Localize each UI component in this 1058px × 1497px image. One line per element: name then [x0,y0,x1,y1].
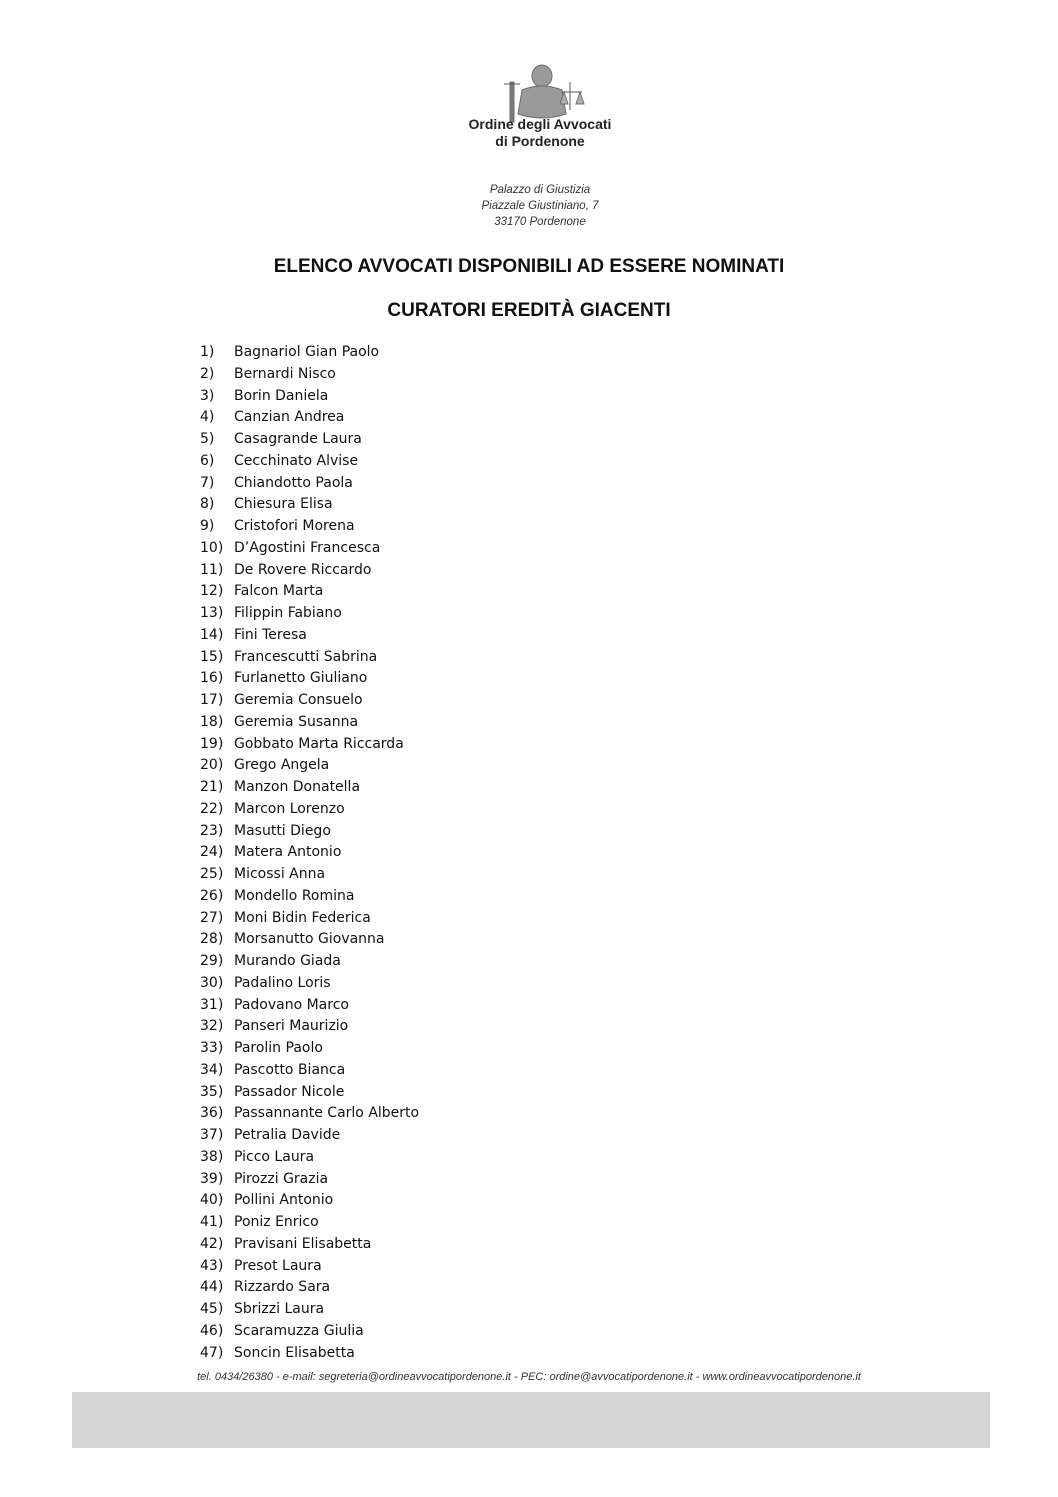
lawyer-name: Petralia Davide [234,1127,341,1143]
lawyer-name: Pravisani Elisabetta [234,1235,372,1252]
list-item [200,1103,419,1125]
lawyer-name: Picco Laura [234,1148,315,1165]
list-item-number: 30) [200,974,224,991]
list-item-number: 18) [200,713,224,730]
lawyer-name: Geremia Consuelo [234,692,363,708]
list-item-number: 31) [200,996,224,1013]
list-item [200,1060,419,1082]
lawyer-name: Passannante Carlo Alberto [234,1105,420,1122]
address-line3: 33170 Pordenone [494,216,586,228]
list-item-number: 1) [200,344,215,360]
lawyer-name: Furlanetto Giuliano [234,670,368,687]
list-item-number: 46) [200,1322,224,1339]
list-item [200,1190,419,1212]
lawyer-name: Bernardi Nisco [234,365,336,382]
list-item [200,473,419,495]
list-item [200,973,419,995]
list-item [200,1234,419,1256]
list-item-number: 2) [200,365,215,382]
list-item [200,799,419,821]
list-item-number: 21) [200,779,224,795]
list-item [200,690,419,712]
lawyer-name: Cristofori Morena [234,518,355,534]
lawyer-name: Pollini Antonio [234,1192,334,1209]
lawyer-name: Panseri Maurizio [234,1018,349,1035]
list-item-number: 4) [200,409,215,426]
footer-contacts: tel. 0434/26380 - e-mail: segreteria@ordineavvocatipordenone.it - PEC: ordine@avvocatipordenone.it - www.ordineavvocatipordenone.it [197,1371,861,1383]
list-item [200,386,419,408]
list-item-number: 34) [200,1061,224,1078]
list-item-number: 44) [200,1279,224,1296]
list-item-number: 20) [200,757,224,774]
list-item [200,712,419,734]
document-subtitle: CURATORI EREDITÀ GIACENTI [387,300,671,321]
list-item [200,1256,419,1278]
list-item-number: 29) [200,953,224,969]
org-name-line2: di Pordenone [495,133,585,149]
lawyer-name: Murando Giada [234,953,341,969]
list-item [200,864,419,886]
address-line1: Palazzo di Giustizia [489,184,591,196]
footer-band [72,1392,990,1448]
list-item [200,603,419,625]
list-item-number: 32) [200,1018,224,1035]
list-item-number: 23) [200,822,224,839]
lawyer-name: Fini Teresa [234,626,307,643]
list-item [200,908,419,930]
lawyer-name: Canzian Andrea [234,409,345,426]
list-item-number: 11) [200,561,224,578]
list-item-number: 25) [200,866,224,882]
list-item-number: 16) [200,670,224,687]
list-item-number: 15) [200,648,224,665]
list-item-number: 9) [200,518,215,534]
list-item-number: 37) [200,1127,224,1143]
lawyer-name: Masutti Diego [234,822,331,839]
list-item-number: 26) [200,887,224,904]
lawyer-name: Micossi Anna [234,866,326,882]
list-item [200,581,419,603]
list-item-number: 39) [200,1170,224,1187]
list-item [200,1169,419,1191]
lawyer-name: Poniz Enrico [234,1214,319,1230]
lawyer-name: Presot Laura [234,1257,322,1274]
list-item [200,1125,419,1147]
list-item-number: 5) [200,431,215,447]
list-item [200,995,419,1017]
organization-name [450,116,630,150]
organization-address [440,182,640,230]
lawyer-name: Chiandotto Paola [234,474,353,491]
lawyer-name: Borin Daniela [234,387,329,404]
list-item [200,1299,419,1321]
list-item [200,1016,419,1038]
lawyer-name: Chiesura Elisa [234,496,333,513]
list-item [200,821,419,843]
list-item-number: 7) [200,474,215,491]
lawyer-name: D’Agostini Francesca [234,539,381,556]
list-item-number: 36) [200,1105,224,1122]
list-item-number: 27) [200,909,224,926]
list-item-number: 38) [200,1148,224,1165]
lawyer-name: Falcon Marta [234,583,324,600]
lawyer-name: Pirozzi Grazia [234,1170,329,1187]
list-item [200,1038,419,1060]
list-item-number: 19) [200,735,224,752]
list-item-number: 22) [200,800,224,817]
lawyer-name: Francescutti Sabrina [234,648,378,665]
list-item-number: 28) [200,931,224,948]
list-item-number: 14) [200,626,224,643]
lawyer-name: Bagnariol Gian Paolo [234,344,380,360]
document-title: ELENCO AVVOCATI DISPONIBILI AD ESSERE NOMINATI [273,256,785,277]
list-item [200,951,419,973]
list-item [200,1212,419,1234]
list-item [200,842,419,864]
list-item-number: 33) [200,1040,224,1056]
list-item [200,755,419,777]
lawyer-name: Manzon Donatella [234,779,361,795]
list-item [200,1082,419,1104]
lawyer-name: Padalino Loris [234,974,331,991]
list-item-number: 42) [200,1235,224,1252]
list-item [200,1343,419,1365]
list-item [200,560,419,582]
lawyer-name: De Rovere Riccardo [234,561,372,578]
lawyer-name: Grego Angela [234,757,330,774]
list-item-number: 40) [200,1192,224,1209]
letterhead [440,60,640,235]
list-item-number: 10) [200,539,224,556]
lawyer-name: Cecchinato Alvise [234,452,359,469]
list-item-number: 6) [200,452,215,469]
address-line2: Piazzale Giustiniano, 7 [481,200,599,212]
list-item-number: 3) [200,387,215,404]
org-name-line1: Ordine degli Avvocati [468,116,612,132]
lawyer-name: Geremia Susanna [234,713,359,730]
list-item-number: 13) [200,605,224,621]
lawyer-name: Soncin Elisabetta [234,1344,355,1361]
list-item [200,734,419,756]
list-item [200,538,419,560]
lawyer-name: Gobbato Marta Riccarda [234,735,404,752]
list-item-number: 35) [200,1083,224,1100]
list-item [200,494,419,516]
list-item-number: 17) [200,692,224,708]
lawyer-name: Passador Nicole [234,1083,345,1100]
lawyer-name: Rizzardo Sara [234,1279,331,1296]
list-item-number: 24) [200,844,224,861]
list-item [200,342,419,364]
list-item [200,647,419,669]
list-item-number: 45) [200,1301,224,1317]
list-item [200,929,419,951]
list-item-number: 43) [200,1257,224,1274]
lawyer-name: Marcon Lorenzo [234,800,345,817]
lawyer-name: Padovano Marco [234,996,349,1013]
list-item-number: 41) [200,1214,224,1230]
lawyer-name: Scaramuzza Giulia [234,1322,364,1339]
lawyer-name: Matera Antonio [234,844,342,861]
lawyer-name: Pascotto Bianca [234,1061,346,1078]
list-item [200,429,419,451]
list-item [200,1321,419,1343]
list-item-number: 47) [200,1344,224,1361]
lawyer-name: Morsanutto Giovanna [234,931,385,948]
lawyer-name: Casagrande Laura [234,431,362,447]
lawyer-list [200,342,419,1364]
list-item [200,1147,419,1169]
lawyer-name: Filippin Fabiano [234,605,342,621]
list-item [200,668,419,690]
lawyer-name: Moni Bidin Federica [234,909,371,926]
list-item [200,451,419,473]
list-item [200,516,419,538]
lawyer-name: Sbrizzi Laura [234,1301,325,1317]
list-item [200,777,419,799]
list-item [200,407,419,429]
list-item [200,625,419,647]
lawyer-name: Parolin Paolo [234,1040,323,1056]
list-item [200,1277,419,1299]
list-item [200,886,419,908]
lawyer-name: Mondello Romina [234,887,355,904]
list-item [200,364,419,386]
list-item-number: 8) [200,496,215,513]
list-item-number: 12) [200,583,224,600]
